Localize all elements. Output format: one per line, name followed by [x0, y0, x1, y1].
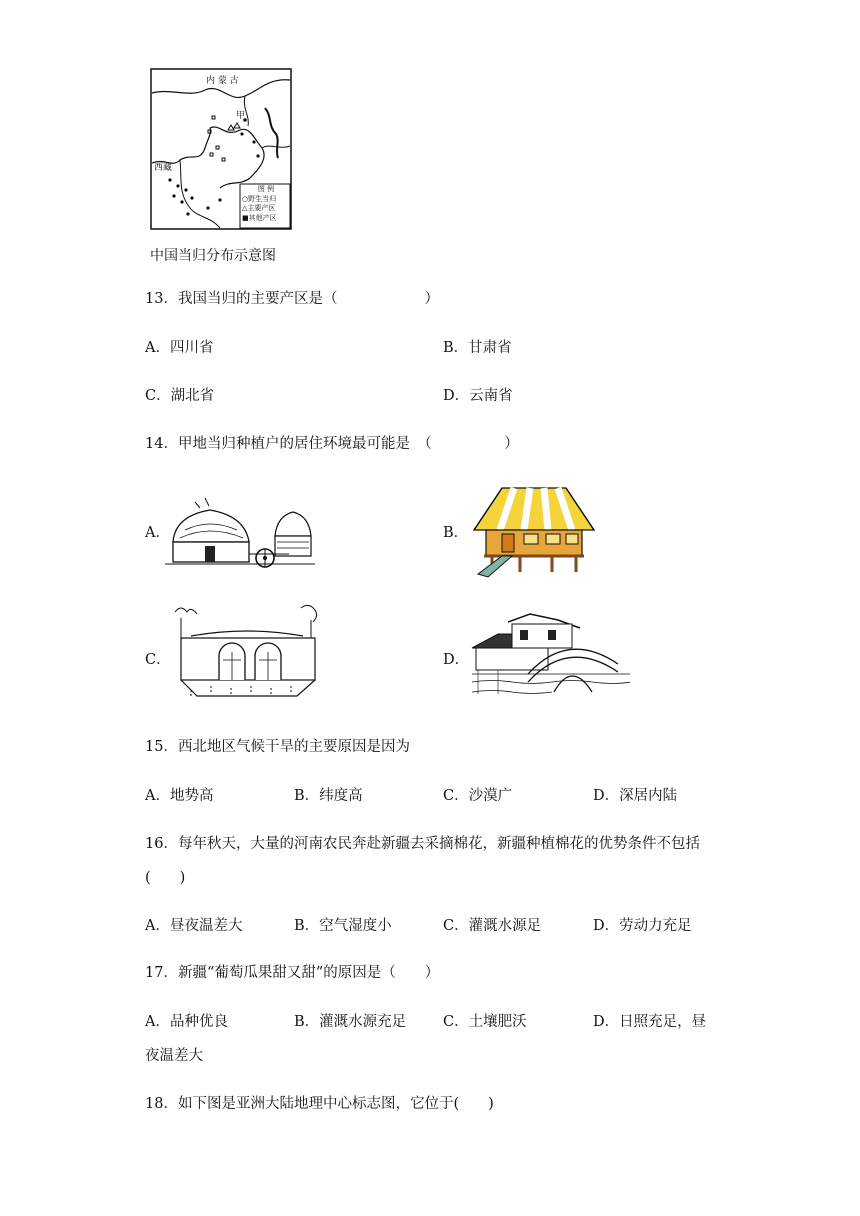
option-16d[interactable]: D．劳动力充足	[593, 918, 692, 934]
option-14d[interactable]: D．	[443, 652, 470, 668]
option-15c[interactable]: C．沙漠广	[443, 788, 513, 804]
question-number: 13．	[145, 291, 178, 307]
legend-item-wild: ○野生当归	[242, 194, 277, 203]
circle-icon: ○	[242, 194, 249, 203]
map-caption: 中国当归分布示意图	[150, 248, 276, 264]
legend-item-main: △主要产区	[242, 204, 276, 212]
map-label-inner-mongolia: 内 蒙 古	[206, 76, 239, 86]
yurt-image	[165, 494, 315, 574]
question-text: 新疆“葡萄瓜果甜又甜”的原因是（ ）	[177, 965, 440, 981]
water-town-bridge-image	[468, 612, 630, 702]
option-16c[interactable]: C．灌溉水源足	[443, 918, 542, 934]
option-17b[interactable]: B．灌溉水源充足	[294, 1014, 407, 1030]
question-number: 17．	[145, 965, 178, 981]
question-15	[145, 737, 410, 757]
option-15a[interactable]: A．地势高	[145, 788, 214, 804]
cave-dwelling-image	[171, 604, 323, 704]
map-legend	[242, 185, 290, 223]
square-icon: ■	[242, 213, 249, 222]
map-label-jia: 甲	[236, 111, 246, 121]
question-text: 西北地区气候干旱的主要原因是因为	[177, 739, 410, 755]
question-text: 每年秋天，大量的河南农民奔赴新疆去采摘棉花，新疆种植棉花的优势条件不包括	[177, 836, 700, 852]
question-number: 18．	[145, 1096, 178, 1112]
option-14b[interactable]: B．	[443, 525, 469, 541]
option-13d[interactable]: D．云南省	[443, 388, 513, 404]
distribution-map	[150, 68, 292, 230]
option-13c[interactable]: C．湖北省	[145, 388, 215, 404]
question-13	[145, 289, 439, 309]
option-17a[interactable]: A．品种优良	[145, 1014, 228, 1030]
question-text: 甲地当归种植户的居住环境最可能是 （ ）	[177, 436, 519, 452]
question-18	[145, 1094, 494, 1114]
question-number: 14．	[145, 436, 178, 452]
option-15b[interactable]: B．纬度高	[294, 788, 363, 804]
question-number: 15．	[145, 739, 178, 755]
option-17d[interactable]: D．日照充足，昼	[593, 1014, 707, 1030]
question-text: 如下图是亚洲大陆地理中心标志图，它位于( )	[177, 1096, 494, 1112]
option-15d[interactable]: D．深居内陆	[593, 788, 678, 804]
option-16a[interactable]: A．昼夜温差大	[145, 918, 243, 934]
option-17d-continuation: 夜温差大	[145, 1048, 203, 1064]
map-label-tibet: 西藏	[154, 163, 173, 173]
option-14c[interactable]: C．	[145, 652, 171, 668]
question-17	[145, 963, 439, 983]
legend-item-other: ■其他产区	[242, 213, 277, 222]
stilt-house-image	[472, 482, 596, 578]
option-14a[interactable]: A．	[145, 525, 170, 541]
question-text: 我国当归的主要产区是（ ）	[177, 291, 439, 307]
map-legend-title: 图 例	[257, 185, 275, 193]
question-16	[145, 834, 700, 854]
option-13a[interactable]: A．四川省	[145, 340, 214, 356]
option-16b[interactable]: B．空气湿度小	[294, 918, 392, 934]
question-16-continuation: ( )	[145, 870, 186, 886]
triangle-icon: △	[242, 204, 248, 212]
question-number: 16．	[145, 836, 178, 852]
question-14	[145, 434, 519, 454]
option-13b[interactable]: B．甘肃省	[443, 340, 512, 356]
option-17c[interactable]: C．土壤肥沃	[443, 1014, 527, 1030]
